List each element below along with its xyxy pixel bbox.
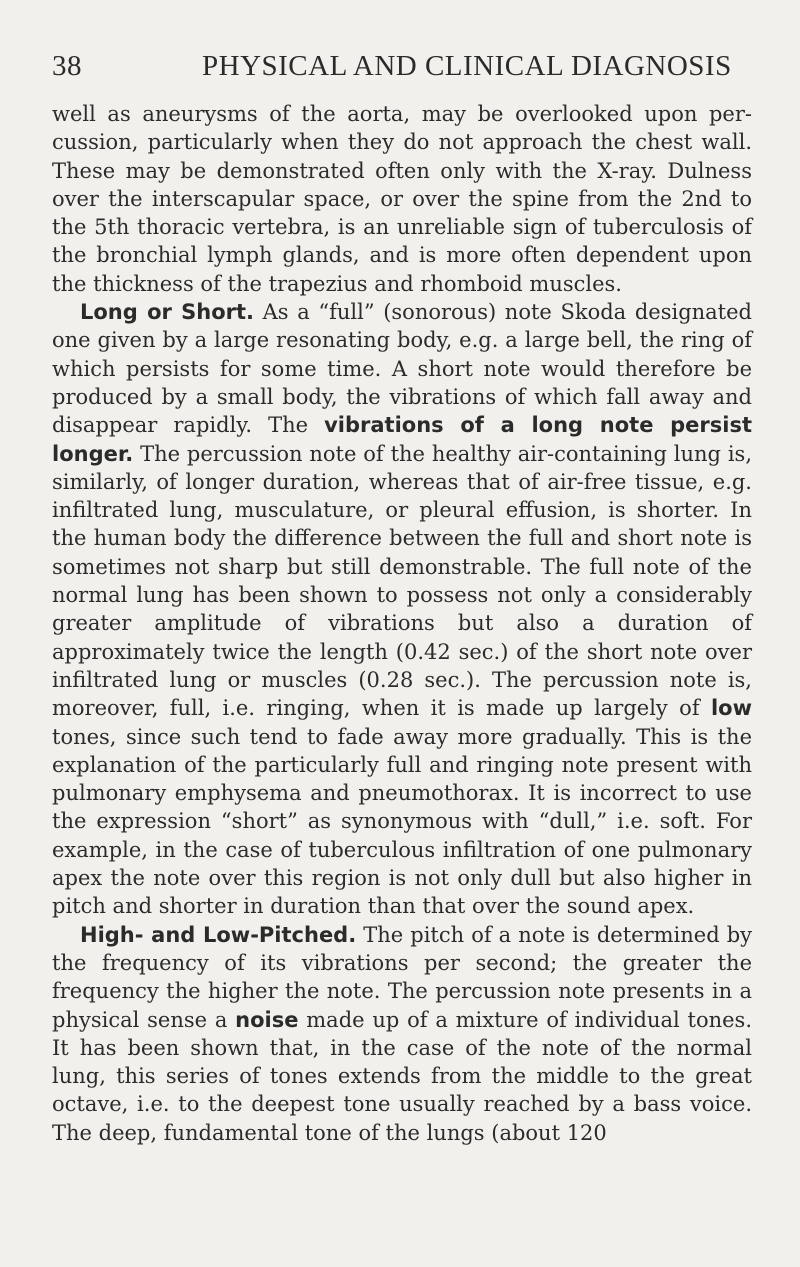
paragraph-long-or-short [52,298,752,921]
paragraph-high-and-low-pitched [52,921,752,1147]
emphasized-text: vibrations of a long note persist longer. [52,413,752,466]
paragraph-text: well as aneurysms of the aorta, may be overlooked upon percussion, particularly when they do not approach the chest wall. These may be demonstrated often only with the X-ray. Dulness over the interscapular space, or over the spine from the 2nd to the 5th thoracic vertebra, is an unreliable sign of tuberculosis of the bronchial lymph glands, and is more often dependent upon the thickness of the trapezius and rhomboid muscles. [52,102,752,296]
paragraph-text: tones, since such tend to fade away more gradually. This is the explanation of the particularly full and ringing note present with pulmonary emphysema and pneumothorax. It is incorrect to use the expression “short” as synonymous with “dull,” i.e. soft. For example, in the case of tuberculous infiltration of one pulmonary apex the note over this region is not only dull but also higher in pitch and shorter in duration than that over the sound apex. [52,724,752,919]
running-title: PHYSICAL AND CLINICAL DIAGNOSIS [202,50,732,82]
page-header [52,50,752,84]
emphasized-text: noise [235,1007,299,1032]
section-lead-heading: Long or Short. [80,300,254,325]
paragraph-text: As a “full” (sonorous) note Skoda designated one given by a large resonating body, e.g. a large bell, the ring of which persists for some time. A short note would therefore be produced by a small body, the vibrations of which fall away and disappear rapidly. The [52,300,752,438]
page-number: 38 [52,50,82,82]
paragraph-text: made up of a mixture of individual tones. It has been shown that, in the case of the note of the normal lung, this series of tones extends from the middle to the great octave, i.e. to the deepest tone usually reached by a bass voice. The deep, fundamental tone of the lungs (about 120 [52,1007,752,1145]
emphasized-text: low [710,696,752,721]
paragraph-text: The percussion note of the healthy air-containing lung is, similarly, of longer duration, whereas that of air-free tissue, e.g. infiltrated lung, musculature, or pleural effusion, is shorter. In the human body the difference between the full and short note is sometimes not sharp but still demonstrable. The full note of the normal lung has been shown to possess not only a considerably greater amplitude of vibrations but also a duration of approximately twice the length (0.42 sec.) of the short note over infiltrated lung or muscles (0.28 sec.). The percussion note is, moreover, full, i.e. ringing, when it is made up largely of [52,441,752,721]
section-lead-heading: High- and Low-Pitched. [80,922,357,947]
paragraph-continuation [52,100,752,298]
body-text [52,100,752,1147]
paragraph-text: The pitch of a note is determined by the frequency of its vibrations per second; the greater the frequency the higher the note. The percussion note presents in a physical sense a [52,922,752,1032]
